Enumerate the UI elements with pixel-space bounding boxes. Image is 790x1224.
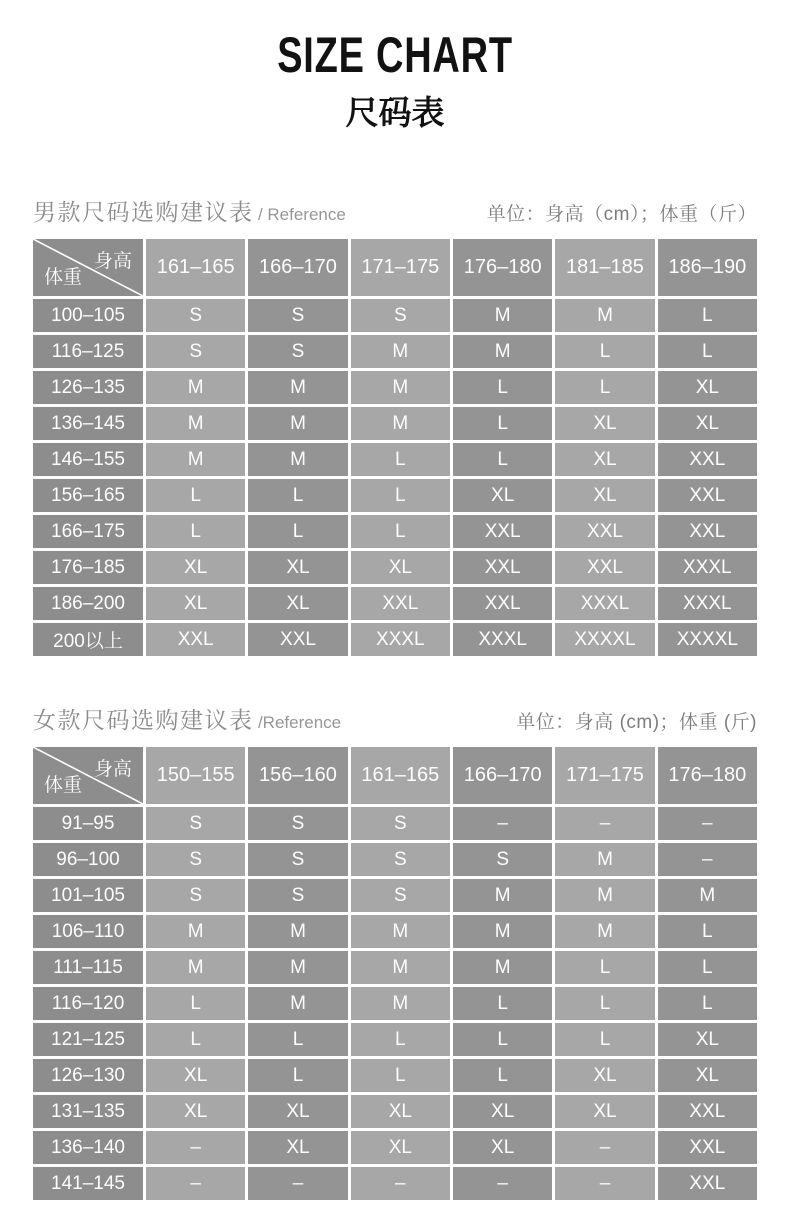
table-cell: XL xyxy=(453,1095,552,1128)
table-cell: XXXL xyxy=(658,587,757,620)
table-cell: XL xyxy=(555,1059,654,1092)
table-cell: M xyxy=(555,299,654,332)
table-cell: – xyxy=(351,1167,450,1200)
table-cell: M xyxy=(453,951,552,984)
table-cell: M xyxy=(453,879,552,912)
corner-weight-label: 体重 xyxy=(44,775,83,796)
table-cell: L xyxy=(555,335,654,368)
row-label: 166–175 xyxy=(33,515,143,548)
table-cell: XXXL xyxy=(453,623,552,656)
row-label: 121–125 xyxy=(33,1023,143,1056)
column-header: 156–160 xyxy=(248,747,347,804)
table-cell: XXL xyxy=(351,587,450,620)
column-header: 166–170 xyxy=(453,747,552,804)
column-header: 161–165 xyxy=(146,239,245,296)
table-cell: M xyxy=(351,371,450,404)
table-cell: XXXL xyxy=(351,623,450,656)
women-size-section xyxy=(33,702,757,1200)
table-cell: XXXXL xyxy=(555,623,654,656)
table-cell: M xyxy=(248,407,347,440)
row-label: 106–110 xyxy=(33,915,143,948)
table-cell: – xyxy=(453,807,552,840)
table-cell: M xyxy=(248,915,347,948)
table-cell: M xyxy=(146,407,245,440)
table-cell: M xyxy=(555,843,654,876)
corner-weight-label: 体重 xyxy=(44,267,83,288)
table-cell: XXXL xyxy=(555,587,654,620)
table-cell: M xyxy=(351,407,450,440)
table-cell: L xyxy=(453,443,552,476)
women-corner-cell xyxy=(33,747,143,804)
table-cell: XL xyxy=(555,479,654,512)
table-cell: – xyxy=(555,1131,654,1164)
page-title xyxy=(0,27,790,83)
row-label: 96–100 xyxy=(33,843,143,876)
table-cell: XL xyxy=(146,551,245,584)
table-cell: XL xyxy=(658,407,757,440)
table-cell: XL xyxy=(658,1023,757,1056)
women-section-header xyxy=(33,702,757,735)
table-cell: – xyxy=(658,843,757,876)
table-cell: XXL xyxy=(453,551,552,584)
row-label: 101–105 xyxy=(33,879,143,912)
table-cell: XL xyxy=(453,1131,552,1164)
men-size-table xyxy=(33,239,757,656)
table-cell: XL xyxy=(248,587,347,620)
row-label: 136–140 xyxy=(33,1131,143,1164)
table-cell: XL xyxy=(555,407,654,440)
table-cell: XL xyxy=(248,551,347,584)
table-cell: XXL xyxy=(658,1131,757,1164)
table-cell: – xyxy=(146,1167,245,1200)
table-cell: XL xyxy=(555,1095,654,1128)
table-cell: S xyxy=(248,299,347,332)
table-cell: L xyxy=(453,407,552,440)
table-cell: M xyxy=(658,879,757,912)
table-cell: XXL xyxy=(658,1095,757,1128)
table-cell: S xyxy=(248,843,347,876)
table-cell: XL xyxy=(248,1095,347,1128)
table-cell: M xyxy=(453,335,552,368)
table-cell: – xyxy=(555,807,654,840)
corner-height-label: 身高 xyxy=(93,759,132,780)
table-cell: XXL xyxy=(146,623,245,656)
table-cell: L xyxy=(351,443,450,476)
column-header: 171–175 xyxy=(555,747,654,804)
table-cell: XL xyxy=(351,1095,450,1128)
women-unit-note: 单位：身高 (cm)；体重 (斤) xyxy=(516,712,757,733)
table-cell: L xyxy=(248,479,347,512)
column-header: 161–165 xyxy=(351,747,450,804)
column-header: 186–190 xyxy=(658,239,757,296)
table-cell: L xyxy=(453,371,552,404)
row-label: 116–125 xyxy=(33,335,143,368)
table-cell: S xyxy=(146,335,245,368)
column-header: 150–155 xyxy=(146,747,245,804)
table-cell: M xyxy=(351,987,450,1020)
table-cell: L xyxy=(146,515,245,548)
table-cell: XXL xyxy=(658,443,757,476)
women-section-title-group xyxy=(33,702,341,735)
table-cell: XL xyxy=(248,1131,347,1164)
table-cell: L xyxy=(248,1023,347,1056)
men-unit-note: 单位：身高（cm）；体重（斤） xyxy=(486,204,757,225)
table-cell: M xyxy=(248,371,347,404)
table-cell: XXL xyxy=(248,623,347,656)
table-cell: – xyxy=(453,1167,552,1200)
table-cell: M xyxy=(146,371,245,404)
corner-height-label: 身高 xyxy=(93,251,132,272)
women-section-reference: /Reference xyxy=(257,713,342,732)
table-cell: S xyxy=(248,335,347,368)
row-label: 156–165 xyxy=(33,479,143,512)
table-cell: XL xyxy=(658,1059,757,1092)
table-cell: XXL xyxy=(453,587,552,620)
column-header: 181–185 xyxy=(555,239,654,296)
table-cell: XL xyxy=(146,587,245,620)
table-cell: S xyxy=(146,843,245,876)
row-label: 146–155 xyxy=(33,443,143,476)
table-cell: XXXXL xyxy=(658,623,757,656)
men-section-reference: / Reference xyxy=(257,205,346,224)
table-cell: S xyxy=(453,843,552,876)
table-cell: M xyxy=(248,987,347,1020)
table-cell: S xyxy=(351,879,450,912)
table-cell: L xyxy=(453,1059,552,1092)
table-cell: L xyxy=(658,987,757,1020)
table-cell: L xyxy=(555,371,654,404)
table-cell: S xyxy=(146,879,245,912)
table-cell: M xyxy=(555,879,654,912)
page-subtitle: 尺码表 xyxy=(345,94,445,131)
table-cell: XXL xyxy=(658,479,757,512)
row-label: 200以上 xyxy=(33,623,143,656)
table-cell: XL xyxy=(146,1095,245,1128)
table-cell: XL xyxy=(453,479,552,512)
table-cell: L xyxy=(146,987,245,1020)
table-cell: XL xyxy=(555,443,654,476)
table-cell: M xyxy=(146,951,245,984)
table-cell: – xyxy=(146,1131,245,1164)
table-cell: S xyxy=(351,807,450,840)
table-cell: M xyxy=(453,299,552,332)
column-header: 171–175 xyxy=(351,239,450,296)
men-section-header xyxy=(33,194,757,227)
table-cell: S xyxy=(146,299,245,332)
table-cell: L xyxy=(658,951,757,984)
row-label: 136–145 xyxy=(33,407,143,440)
table-cell: L xyxy=(658,915,757,948)
table-cell: L xyxy=(555,951,654,984)
row-label: 91–95 xyxy=(33,807,143,840)
table-cell: M xyxy=(351,335,450,368)
table-cell: XXL xyxy=(658,1167,757,1200)
men-section-title: 男款尺码选购建议表 xyxy=(33,199,254,225)
row-label: 116–120 xyxy=(33,987,143,1020)
table-cell: L xyxy=(658,299,757,332)
table-cell: S xyxy=(146,807,245,840)
table-cell: XL xyxy=(351,1131,450,1164)
men-size-section xyxy=(33,194,757,656)
table-cell: M xyxy=(351,915,450,948)
table-cell: S xyxy=(248,879,347,912)
table-cell: XXL xyxy=(658,515,757,548)
men-section-title-group xyxy=(33,194,346,227)
column-header: 176–180 xyxy=(453,239,552,296)
table-cell: L xyxy=(248,1059,347,1092)
women-section-title: 女款尺码选购建议表 xyxy=(33,707,254,733)
table-cell: S xyxy=(248,807,347,840)
table-cell: XL xyxy=(146,1059,245,1092)
table-cell: L xyxy=(248,515,347,548)
column-header: 166–170 xyxy=(248,239,347,296)
row-label: 141–145 xyxy=(33,1167,143,1200)
table-cell: M xyxy=(248,443,347,476)
table-cell: M xyxy=(555,915,654,948)
table-cell: XL xyxy=(351,551,450,584)
page-title-text: SIZE CHART xyxy=(277,27,513,83)
table-cell: M xyxy=(146,443,245,476)
table-cell: L xyxy=(146,479,245,512)
column-header: 176–180 xyxy=(658,747,757,804)
table-cell: XXL xyxy=(453,515,552,548)
table-cell: – xyxy=(658,807,757,840)
table-cell: L xyxy=(351,1059,450,1092)
table-cell: L xyxy=(658,335,757,368)
table-cell: – xyxy=(248,1167,347,1200)
row-label: 126–130 xyxy=(33,1059,143,1092)
table-cell: XL xyxy=(658,371,757,404)
table-cell: L xyxy=(351,479,450,512)
table-cell: XXL xyxy=(555,515,654,548)
table-cell: S xyxy=(351,299,450,332)
men-corner-cell xyxy=(33,239,143,296)
table-cell: M xyxy=(248,951,347,984)
table-cell: M xyxy=(453,915,552,948)
table-cell: – xyxy=(555,1167,654,1200)
table-cell: L xyxy=(555,987,654,1020)
table-cell: M xyxy=(146,915,245,948)
table-cell: L xyxy=(351,515,450,548)
table-cell: S xyxy=(351,843,450,876)
table-cell: L xyxy=(453,1023,552,1056)
table-cell: L xyxy=(453,987,552,1020)
row-label: 131–135 xyxy=(33,1095,143,1128)
row-label: 126–135 xyxy=(33,371,143,404)
women-size-table xyxy=(33,747,757,1200)
table-cell: L xyxy=(351,1023,450,1056)
table-cell: M xyxy=(351,951,450,984)
table-cell: XXXL xyxy=(658,551,757,584)
row-label: 176–185 xyxy=(33,551,143,584)
table-cell: L xyxy=(555,1023,654,1056)
row-label: 111–115 xyxy=(33,951,143,984)
table-cell: XXL xyxy=(555,551,654,584)
table-cell: L xyxy=(146,1023,245,1056)
row-label: 186–200 xyxy=(33,587,143,620)
row-label: 100–105 xyxy=(33,299,143,332)
